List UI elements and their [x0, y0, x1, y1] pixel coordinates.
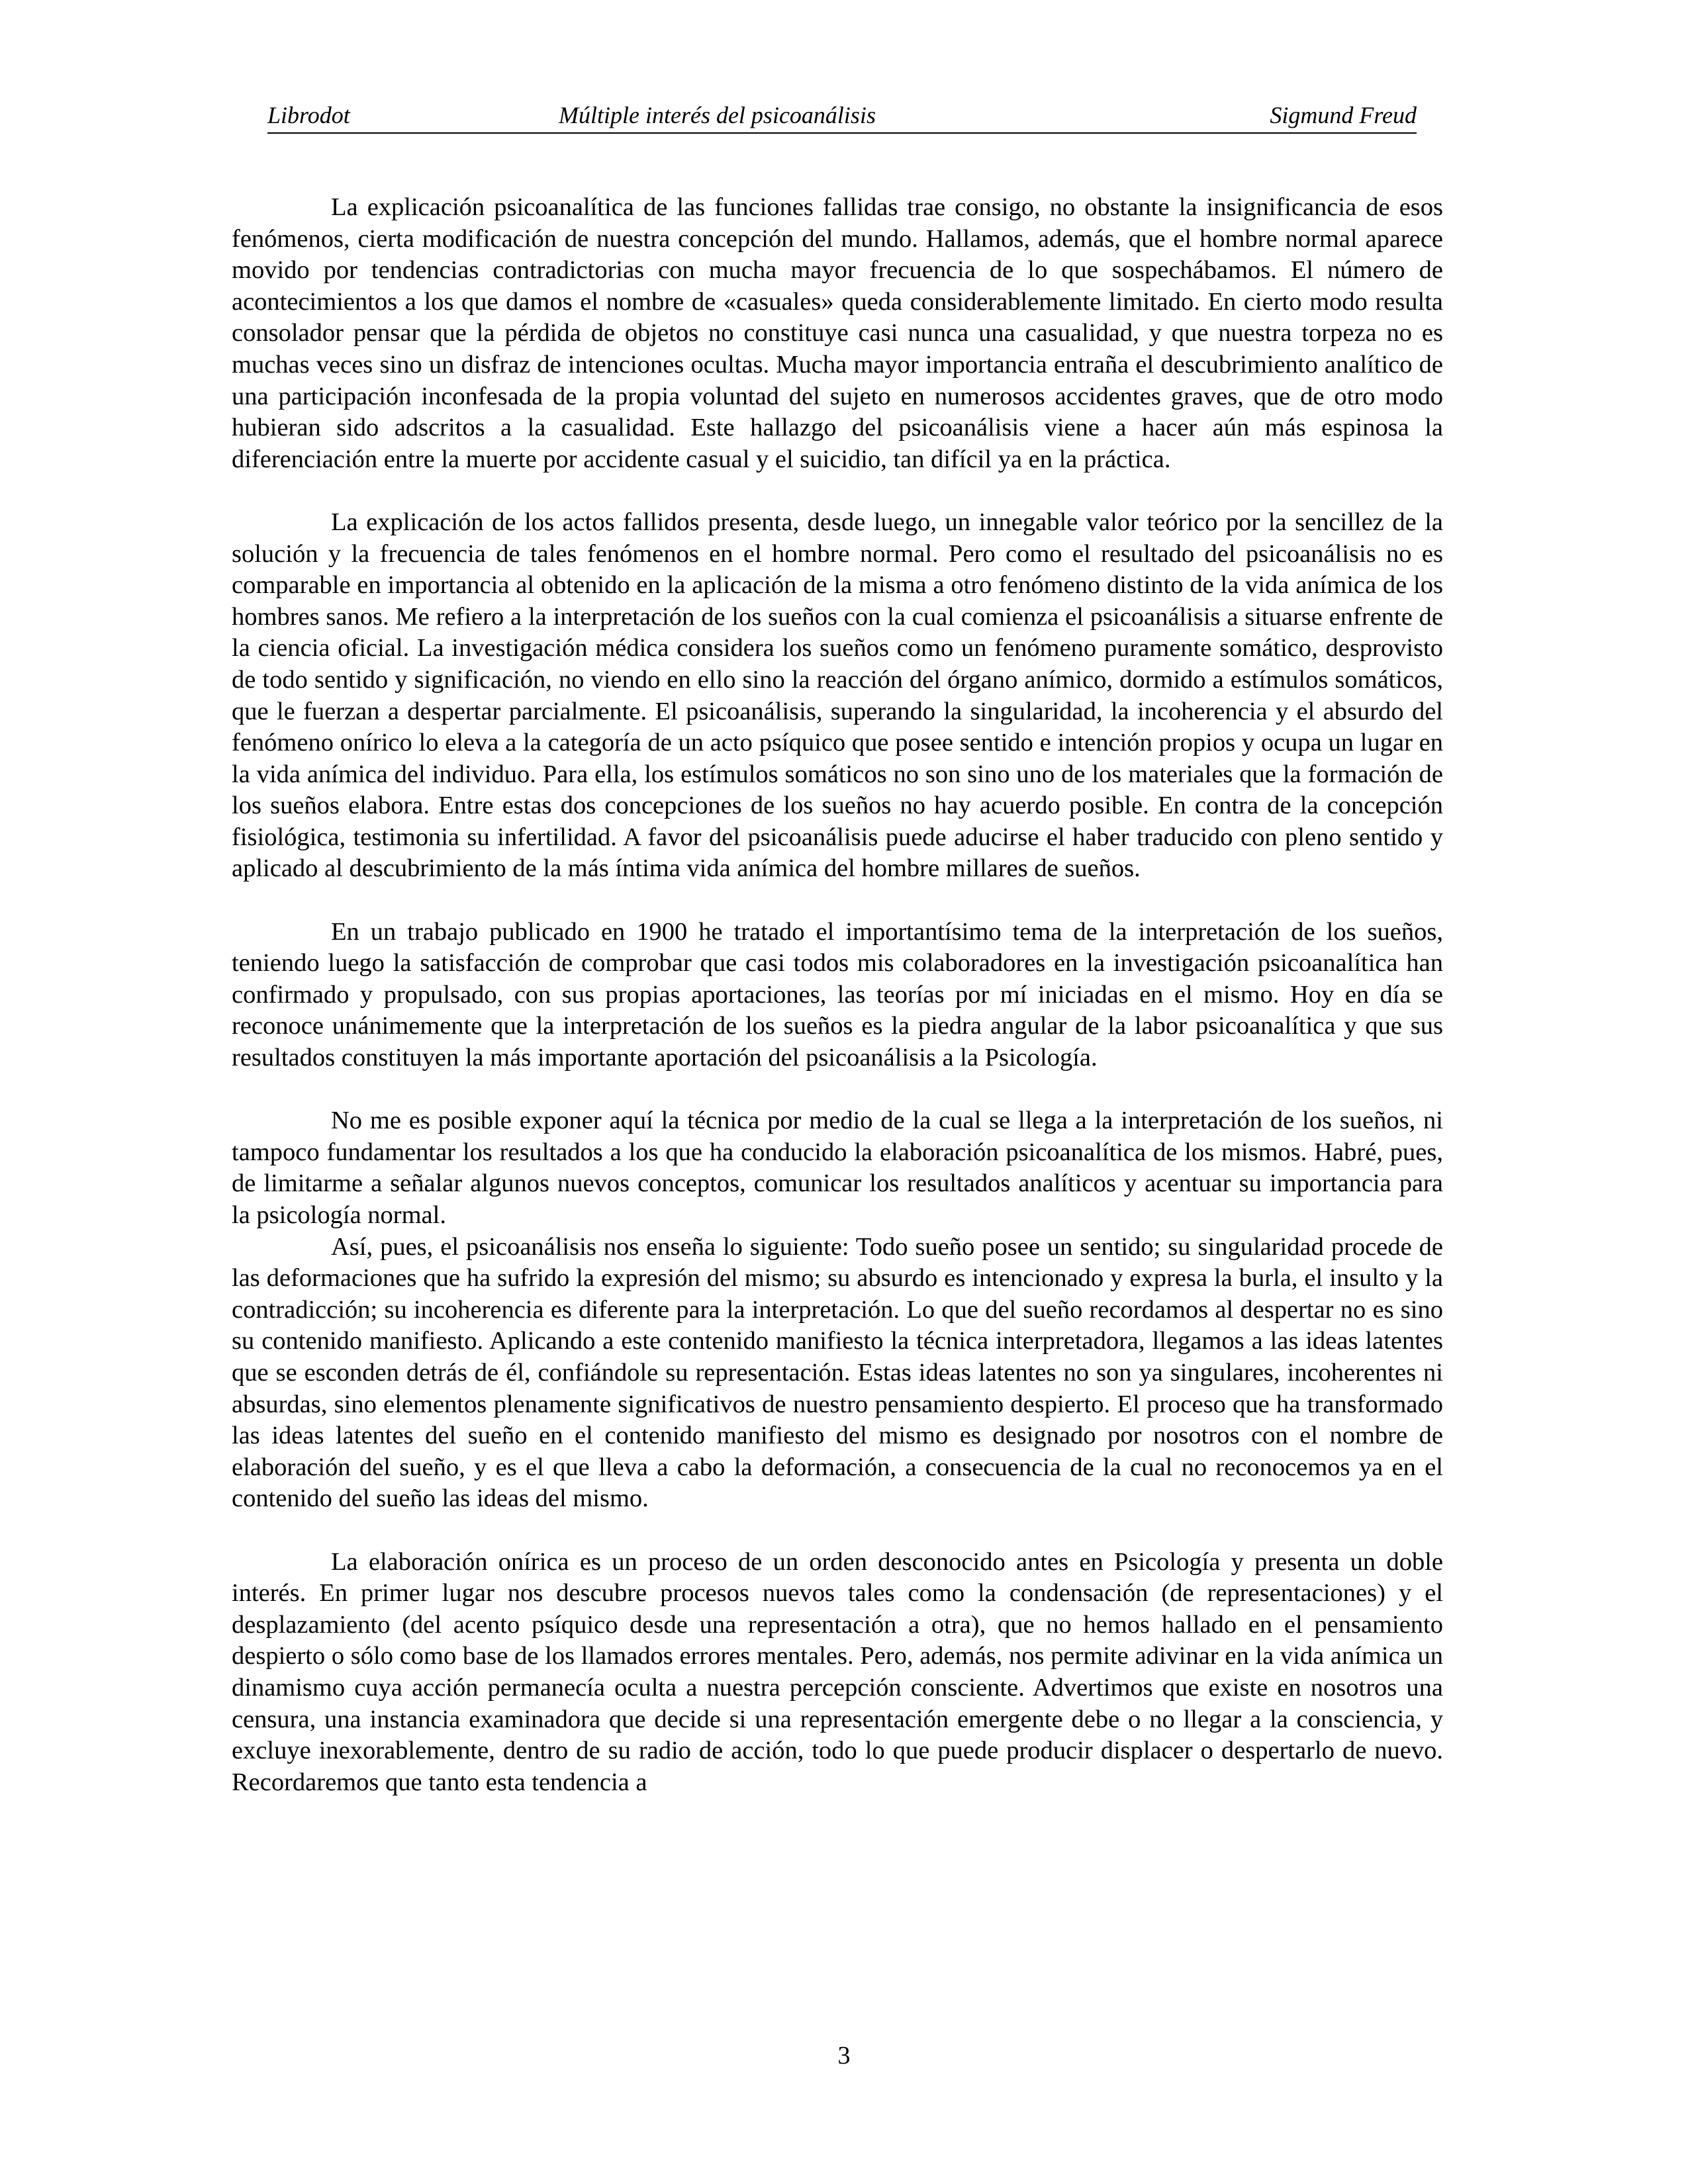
paragraph: La elaboración onírica es un proceso de un orden desconocido antes en Psicología y presenta un doble interés. En primer lugar nos descubre procesos nuevos tales como la condensación (de representaciones) y el desplazamiento (del acento psíquico desde una representación a otra), que no hemos hallado en el pensamiento despierto o sólo como base de los llamados errores mentales. Pero, además, nos permite adivinar en la vida anímica un dinamismo cuya acción permanecía oculta a nuestra percepción consciente. Advertimos que existe en nosotros una censura, una instancia examinadora que decide si una representación emergente debe o no llegar a la consciencia, y excluye inexorablemente, dentro de su radio de acción, todo lo que puede producir displacer o despertarlo de nuevo. Recordaremos que tanto esta tendencia a: [232, 1547, 1443, 1796]
page-number: 3: [837, 2042, 851, 2070]
header-title: Múltiple interés del psicoanálisis: [559, 102, 876, 128]
paragraph: La explicación de los actos fallidos presenta, desde luego, un innegable valor teórico por la sencillez de la solución y la frecuencia de tales fenómenos en el hombre normal. Pero como el resultado del psicoanálisis no es comparable en importancia al obtenido en la aplicación de la misma a otro fenómeno distinto de la vida anímica de los hombres sanos. Me refiero a la interpretación de los sueños con la cual comienza el psicoanálisis a situarse enfrente de la ciencia oficial. La investigación médica considera los sueños como un fenómeno puramente somático, desprovisto de todo sentido y significación, no viendo en ello sino la reacción del órgano anímico, dormido a estímulos somáticos, que le fuerzan a despertar parcialmente. El psicoanálisis, superando la singularidad, la incoherencia y el absurdo del fenómeno onírico lo eleva a la categoría de un acto psíquico que posee sentido e intención propios y ocupa un lugar en la vida anímica del individuo. Para ella, los estímulos somáticos no son sino uno de los materiales que la formación de los sueños elabora. Entre estas dos concepciones de los sueños no hay acuerdo posible. En contra de la concepción fisiológica, testimonia su infertilidad. A favor del psicoanálisis puede aducirse el haber traducido con pleno sentido y aplicado al descubrimiento de la más íntima vida anímica del hombre millares de sueños.: [232, 508, 1443, 883]
paragraph: No me es posible exponer aquí la técnica por medio de la cual se llega a la interpretación de los sueños, ni tampoco fundamentar los resultados a los que ha conducido la elaboración psicoanalítica de los mismos. Habré, pues, de limitarme a señalar algunos nuevos conceptos, comunicar los resultados analíticos y acentuar su importancia para la psicología normal.: [232, 1107, 1443, 1229]
body-text: [232, 192, 1443, 1830]
running-header: [267, 99, 1417, 134]
header-author: Sigmund Freud: [1270, 102, 1417, 128]
paragraph: Así, pues, el psicoanálisis nos enseña lo siguiente: Todo sueño posee un sentido; su singularidad procede de las deformaciones que ha sufrido la expresión del mismo; su absurdo es intencionado y expresa la burla, el insulto y la contradicción; su incoherencia es diferente para la interpretación. Lo que del sueño recordamos al despertar no es sino su contenido manifiesto. Aplicando a este contenido manifiesto la técnica interpretadora, llegamos a las ideas latentes que se esconden detrás de él, confiándole su representación. Estas ideas latentes no son ya singulares, incoherentes ni absurdas, sino elementos plenamente significativos de nuestro pensamiento despierto. El proceso que ha transformado las ideas latentes del sueño en el contenido manifiesto del mismo es designado por nosotros con el nombre de elaboración del sueño, y es el que lleva a cabo la deformación, a consecuencia de la cual no reconocemos ya en el contenido del sueño las ideas del mismo.: [232, 1232, 1443, 1513]
paragraph: En un trabajo publicado en 1900 he tratado el importantísimo tema de la interpretación de los sueños, teniendo luego la satisfacción de comprobar que casi todos mis colaboradores en la investigación psicoanalítica han confirmado y propulsado, con sus propias aportaciones, las teorías por mí iniciadas en el mismo. Hoy en día se reconoce unánimemente que la interpretación de los sueños es la piedra angular de la labor psicoanalítica y que sus resultados constituyen la más importante aportación del psicoanálisis a la Psicología.: [232, 917, 1443, 1072]
paragraph: La explicación psicoanalítica de las funciones fallidas trae consigo, no obstante la insignificancia de esos fenómenos, cierta modificación de nuestra concepción del mundo. Hallamos, además, que el hombre normal aparece movido por tendencias contradictorias con mucha mayor frecuencia de lo que sospechábamos. El número de acontecimientos a los que damos el nombre de «casuales» queda considerablemente limitado. En cierto modo resulta consolador pensar que la pérdida de objetos no constituye casi nunca una casualidad, y que nuestra torpeza no es muchas veces sino un disfraz de intenciones ocultas. Mucha mayor importancia entraña el descubrimiento analítico de una participación inconfesada de la propia voluntad del sujeto en numerosos accidentes graves, que de otro modo hubieran sido adscritos a la casualidad. Este hallazgo del psicoanálisis viene a hacer aún más espinosa la diferenciación entre la muerte por accidente casual y el suicidio, tan difícil ya en la práctica.: [232, 193, 1443, 473]
header-source: Librodot: [267, 102, 350, 128]
